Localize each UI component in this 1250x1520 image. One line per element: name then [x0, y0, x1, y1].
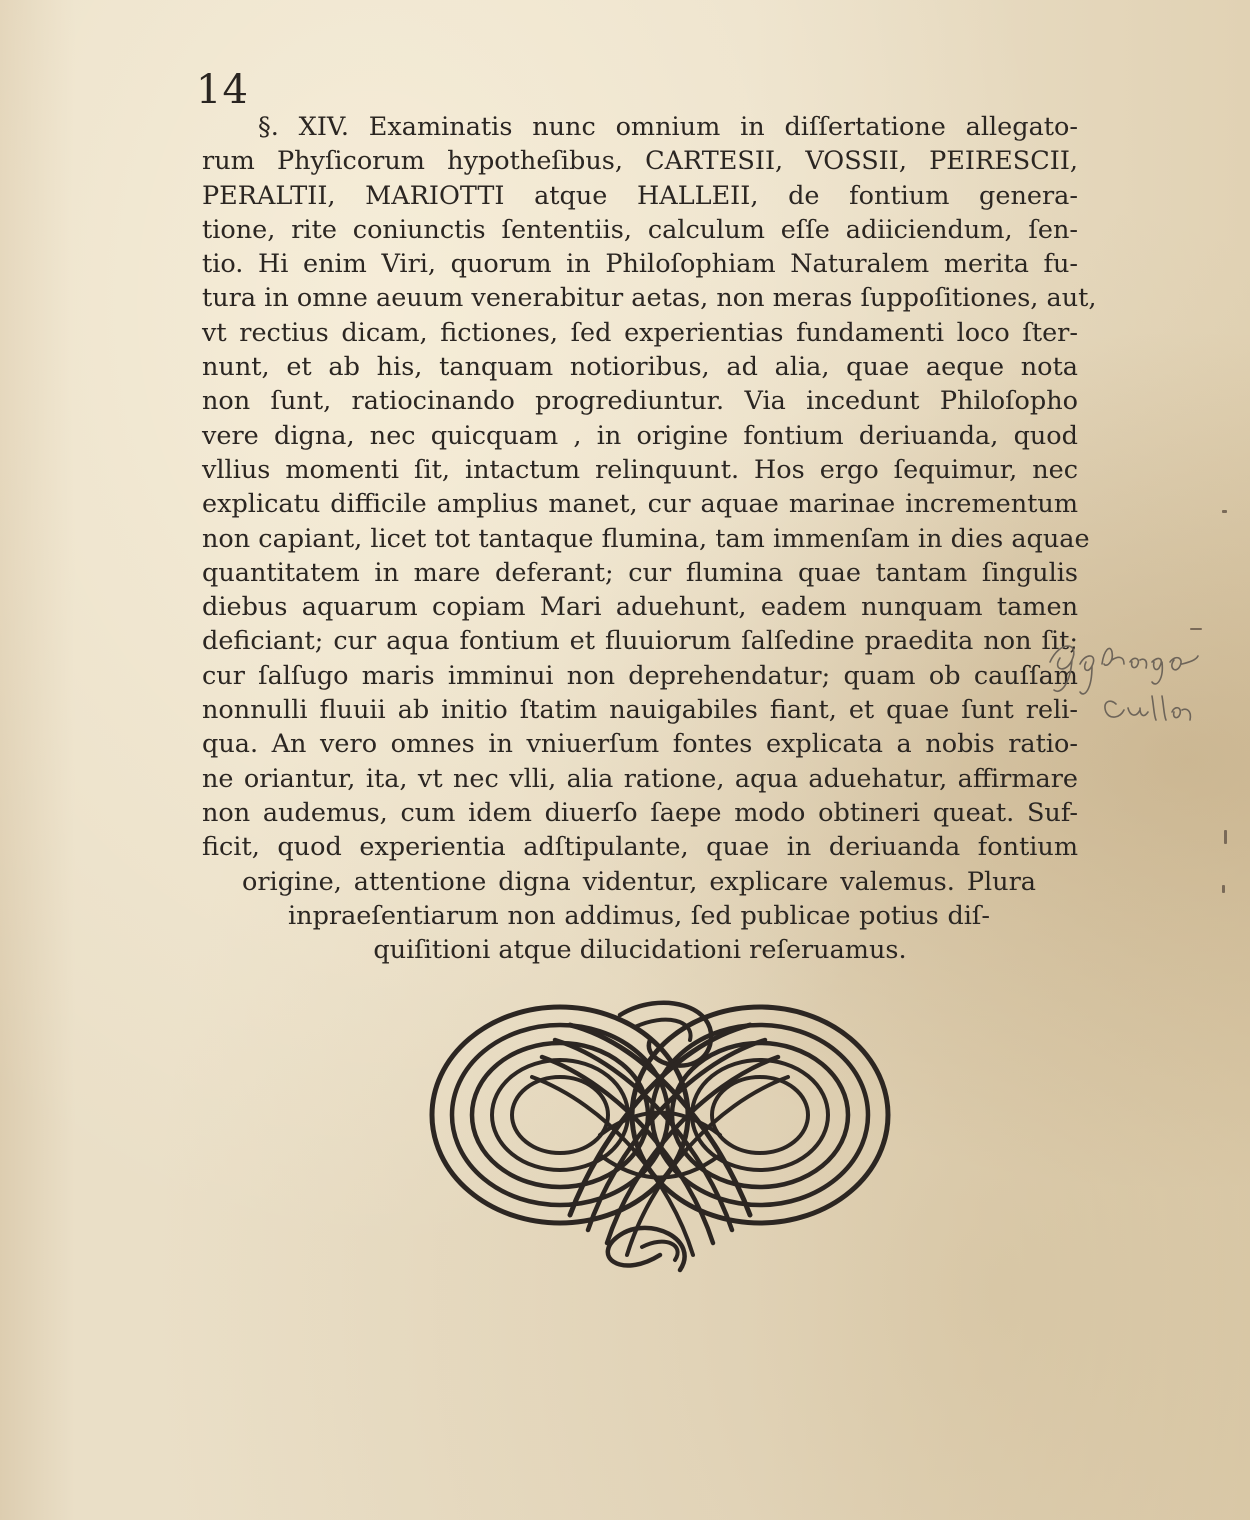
text-line: §. XIV. Examinatis nunc omnium in diſſertatione allegato-: [258, 112, 1078, 142]
text-line: explicatu difficile amplius manet, cur aquae marinae incrementum: [202, 489, 1078, 520]
text-line: diebus aquarum copiam Mari aduehunt, eadem nunquam tamen: [202, 592, 1078, 623]
text-line: vere digna, nec quicquam , in origine fontium deriuanda, quod: [202, 420, 1078, 451]
paper-speck: [1222, 510, 1227, 513]
text-line: tio. Hi enim Viri, quorum in Philoſophiam Naturalem merita fu-: [202, 249, 1078, 280]
paper-speck: [1224, 830, 1227, 844]
text-line: nunt, et ab his, tanquam notioribus, ad alia, quae aeque nota: [202, 352, 1078, 383]
text-line: tione, rite coniunctis ſententiis, calculum eſſe adiiciendum, ſen-: [202, 214, 1078, 245]
paper-speck: [1190, 628, 1202, 630]
text-line: non ſunt, ratiocinando progrediuntur. Via incedunt Philoſopho: [202, 386, 1078, 417]
text-line: cur ſalſugo maris imminui non deprehendatur; quam ob cauſſam: [202, 660, 1078, 691]
text-line: PERALTII, MARIOTTI atque HALLEII, de fontium genera-: [202, 180, 1078, 211]
text-line: ne oriantur, ita, vt nec vlli, alia ratione, aqua aduehatur, affirmare: [202, 763, 1078, 794]
text-line: ficit, quod experientia adſtipulante, quae in deriuanda fontium: [202, 832, 1078, 863]
handwritten-signature-icon: [1040, 630, 1210, 740]
text-line-tapered: origine, attentione digna videntur, explicare valemus. Plura: [242, 866, 1036, 897]
text-line: rum Phyſicorum hypotheſibus, CARTESII, VOSSII, PEIRESCII,: [202, 146, 1078, 177]
page-number: 14: [196, 67, 249, 113]
text-line: non audemus, cum idem diuerſo ſaepe modo obtineri queat. Suf-: [202, 797, 1078, 828]
text-line-tapered: inpraeſentiarum non addimus, ſed publicae potius diſ-: [288, 900, 990, 931]
calligraphic-flourish-icon: [420, 985, 900, 1285]
text-line: non capiant, licet tot tantaque flumina, tam immenſam in dies aquae: [202, 523, 1090, 554]
paragraph-section-xiv: [202, 110, 1097, 967]
text-line: quantitatem in mare deferant; cur flumina quae tantam ſingulis: [202, 557, 1078, 588]
text-line: nonnulli fluuii ab initio ſtatim nauigabiles fiant, et quae ſunt reli-: [202, 695, 1078, 726]
text-line: deficiant; cur aqua fontium et fluuiorum ſalſedine praedita non ſit;: [202, 626, 1078, 657]
text-line: tura in omne aeuum venerabitur aetas, non meras ſuppoſitiones, aut,: [202, 283, 1097, 314]
text-line: vt rectius dicam, fictiones, ſed experientias fundamenti loco ſter-: [202, 317, 1078, 348]
paper-speck: [1222, 885, 1225, 893]
text-line: vllius momenti ſit, intactum relinquunt. Hos ergo ſequimur, nec: [202, 454, 1078, 485]
text-line: qua. An vero omnes in vniuerſum fontes explicata a nobis ratio-: [202, 729, 1078, 760]
text-line-final: quiſitioni atque dilucidationi reſeruamus.: [373, 935, 907, 966]
